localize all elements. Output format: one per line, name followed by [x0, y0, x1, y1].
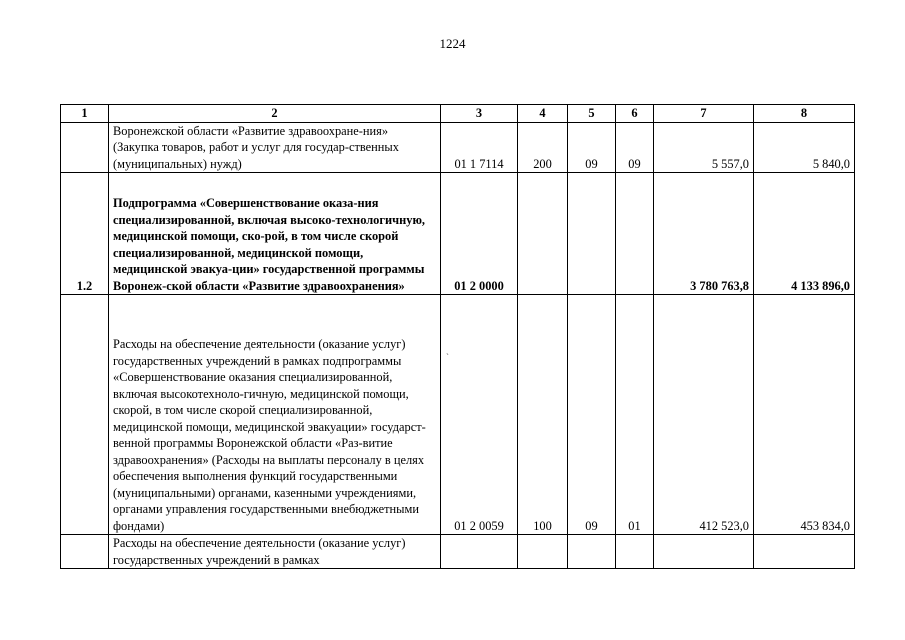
subsection — [616, 173, 654, 295]
header-col-5: 5 — [568, 105, 616, 123]
amount-year-2: 5 840,0 — [754, 122, 855, 173]
table-row — [61, 173, 855, 295]
row-index — [61, 535, 109, 569]
row-index — [61, 295, 109, 535]
subsection: 01 — [616, 295, 654, 535]
expense-type: 200 — [518, 122, 568, 173]
amount-year-1: 3 780 763,8 — [654, 173, 754, 295]
amount-year-2 — [754, 535, 855, 569]
amount-year-1: 412 523,0 — [654, 295, 754, 535]
header-col-6: 6 — [616, 105, 654, 123]
scan-mark: ` — [446, 352, 449, 362]
table-row — [61, 535, 855, 569]
section — [568, 173, 616, 295]
header-col-3: 3 — [441, 105, 518, 123]
header-col-7: 7 — [654, 105, 754, 123]
row-description: Расходы на обеспечение деятельности (оказание услуг) государственных учреждений в рамках — [109, 535, 441, 569]
amount-year-2: 4 133 896,0 — [754, 173, 855, 295]
amount-year-2: 453 834,0 — [754, 295, 855, 535]
amount-year-1 — [654, 535, 754, 569]
expense-type: 100 — [518, 295, 568, 535]
table-row — [61, 295, 855, 535]
section: 09 — [568, 122, 616, 173]
header-col-4: 4 — [518, 105, 568, 123]
expense-type — [518, 173, 568, 295]
table-row — [61, 122, 855, 173]
row-description: Расходы на обеспечение деятельности (оказание услуг) государственных учреждений в рамках подпрограммы «Совершенствование оказания специализированной, включая высокотехноло-гичную, медицинской помощи, скорой, в том числе скорой специализированной, медицинской помощи, медицинской эвакуации» государст-венной программы Воронежской области «Раз-витие здравоохранения» (Расходы на выплаты персоналу в целях обеспечения выполнения функций государственными (муниципальными) органами, казенными учреждениями, органами управления государственными внебюджетными фондами) — [109, 295, 441, 535]
header-col-8: 8 — [754, 105, 855, 123]
target-article-code: 01 2 0059 — [441, 295, 518, 535]
table-header-row — [61, 105, 855, 123]
subsection — [616, 535, 654, 569]
header-col-2: 2 — [109, 105, 441, 123]
subsection: 09 — [616, 122, 654, 173]
budget-table — [60, 104, 855, 569]
expense-type — [518, 535, 568, 569]
row-description: Подпрограмма «Совершенствование оказа-ния специализированной, включая высоко-технологичную, медицинской помощи, ско-рой, в том числе скорой специализированной, медицинской помощи, медицинской эвакуа-ции» государственной программы Воронеж-ской области «Развитие здравоохранения» — [109, 173, 441, 295]
target-article-code — [441, 535, 518, 569]
row-index: 1.2 — [61, 173, 109, 295]
amount-year-1: 5 557,0 — [654, 122, 754, 173]
page-number: 1224 — [439, 36, 466, 51]
row-description: Воронежской области «Развитие здравоохране-ния» (Закупка товаров, работ и услуг для государ-ственных (муниципальных) нужд) — [109, 122, 441, 173]
section: 09 — [568, 295, 616, 535]
section — [568, 535, 616, 569]
target-article-code: 01 1 7114 — [441, 122, 518, 173]
header-col-1: 1 — [61, 105, 109, 123]
row-index — [61, 122, 109, 173]
target-article-code: 01 2 0000 — [441, 173, 518, 295]
